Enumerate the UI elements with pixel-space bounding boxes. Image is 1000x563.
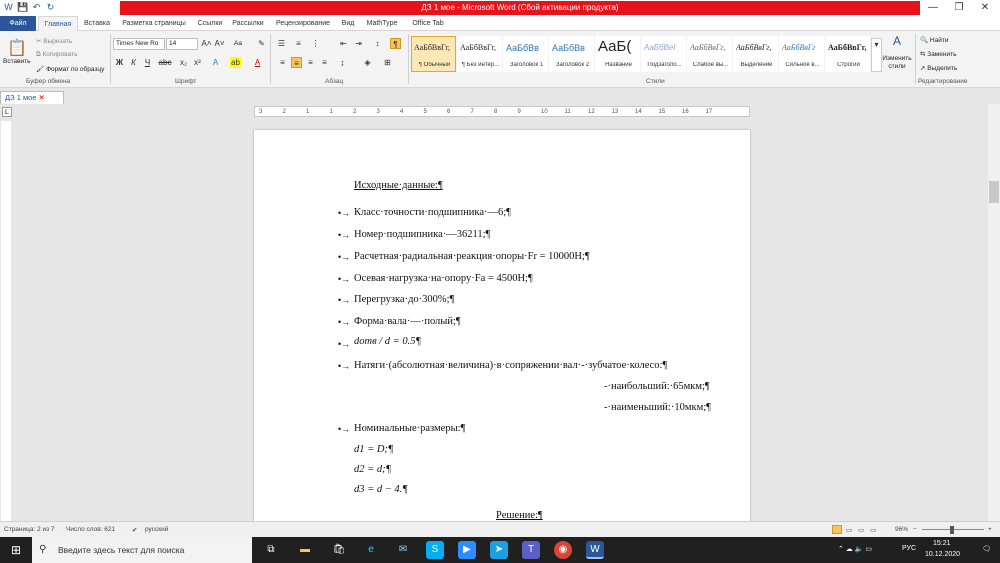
nominal-heading: Номинальные·размеры:¶	[354, 423, 466, 434]
telegram-icon[interactable]: ➤	[490, 541, 508, 559]
select-button[interactable]	[920, 64, 957, 72]
ruler-tick: 3	[259, 109, 263, 115]
vertical-scrollbar[interactable]	[988, 104, 1000, 522]
copy-label: Копировать	[42, 51, 78, 58]
tab-mathtype[interactable]: MathType	[366, 20, 398, 27]
multilevel-list-icon[interactable]: ⋮	[311, 39, 320, 48]
cursor-icon: ➚	[920, 65, 928, 72]
document-tab[interactable]	[0, 91, 64, 104]
style-preview: АаБбВеI	[644, 43, 676, 52]
bullet-item: Класс·точности·подшипника·—6;¶	[354, 207, 511, 218]
format-painter-label: Формат по образцу	[46, 66, 105, 73]
clear-format-icon[interactable]: ✎	[258, 39, 265, 48]
word-taskbar-icon[interactable]: W	[586, 541, 604, 559]
equation: d1 = D;¶	[354, 444, 394, 455]
replace-button[interactable]	[920, 50, 956, 58]
copy-icon: ⧉	[36, 51, 43, 58]
replace-label: Заменить	[927, 51, 957, 58]
style-name: Заголовок 2	[555, 62, 590, 68]
style-preview: АаБбВвГг,	[460, 43, 497, 52]
word-logo-icon: W	[4, 2, 13, 12]
status-bar	[0, 521, 1000, 537]
change-styles-button[interactable]: Изменить стили	[882, 55, 912, 70]
style-subtitle[interactable]	[641, 36, 686, 72]
style-name: Подзаголо...	[647, 62, 682, 68]
heading-initial-data: Исходные·данные:¶	[354, 180, 443, 191]
style-normal[interactable]	[411, 36, 456, 72]
solution-heading: Решение:¶	[496, 510, 543, 521]
style-no-spacing[interactable]	[457, 36, 502, 72]
tray-icons[interactable]: ⌃ ☁ 🔈 ▭	[838, 546, 873, 553]
cut-label: Вырезать	[43, 38, 73, 45]
bullet-icon: •→	[338, 317, 351, 327]
bullet-item: Осевая·нагрузка·на·опору·Fa = 4500Н;¶	[354, 273, 533, 284]
zoom-in-icon[interactable]: +	[988, 526, 992, 533]
bullet-icon: •→	[338, 339, 351, 349]
outline-icon[interactable]: ▭	[870, 527, 877, 534]
edge-icon[interactable]: e	[368, 544, 374, 555]
tab-office-tab[interactable]: Office Tab	[412, 20, 444, 27]
zoom-level[interactable]: 96%	[895, 526, 909, 533]
equation: d2 = d;¶	[354, 464, 392, 475]
ruler-tick: 8	[494, 109, 498, 115]
style-subtle-emphasis[interactable]	[687, 36, 732, 72]
show-marks-icon[interactable]: ¶	[390, 38, 401, 49]
skype-icon[interactable]: S	[426, 541, 444, 559]
style-heading-2[interactable]	[549, 36, 594, 72]
change-styles-icon[interactable]: A	[892, 34, 901, 48]
style-preview: АаБбВвГг,	[414, 43, 451, 52]
reading-mode-icon[interactable]: ▭	[846, 527, 853, 534]
zoom-slider-thumb[interactable]	[950, 526, 954, 534]
align-center-icon[interactable]: ≡	[291, 57, 302, 68]
italic-button[interactable]: К	[131, 58, 136, 67]
document-tab-label: ДЗ 1 мое	[5, 93, 37, 102]
cut-button[interactable]	[36, 37, 72, 45]
ruler-tick: 10	[541, 109, 548, 115]
style-name: Выделение	[740, 62, 773, 68]
style-name: Слабое вы...	[692, 62, 729, 68]
tab-insert[interactable]: Вставка	[83, 20, 111, 27]
style-preview: АаБ(	[598, 38, 632, 55]
decrease-indent-icon[interactable]: ⇤	[340, 39, 347, 48]
horizontal-ruler[interactable]	[254, 106, 750, 117]
bullet-icon: •→	[338, 424, 351, 434]
replace-icon: ⇆	[920, 51, 928, 58]
align-right-icon[interactable]: ≡	[308, 58, 313, 67]
style-preview: АаБбВвГг,	[828, 43, 867, 52]
subscript-icon[interactable]: x₂	[179, 58, 188, 67]
clock-time[interactable]: 15:21	[933, 540, 951, 547]
bullet-item: Перегрузка·до·300%;¶	[354, 294, 455, 305]
paste-button[interactable]: Вставить	[3, 58, 31, 65]
ruler-tick: 2	[282, 109, 286, 115]
ruler-tick: 2	[353, 109, 357, 115]
clock-date[interactable]: 10.12.2020	[925, 551, 961, 558]
ribbon-tabs	[0, 16, 1000, 31]
minimize-icon[interactable]: —	[928, 2, 938, 13]
copy-button[interactable]	[36, 51, 77, 59]
style-name: Название	[605, 62, 632, 68]
language[interactable]: русский	[145, 526, 169, 533]
ruler-tick: 5	[423, 109, 427, 115]
input-language[interactable]: РУС	[902, 545, 917, 552]
tab-view[interactable]: Вид	[341, 20, 355, 27]
tension-min: -·наименьший:·10мкм;¶	[604, 402, 711, 413]
equation: d3 = d − 4.¶	[354, 484, 408, 495]
style-preview: АаБбВвГг,	[736, 43, 772, 52]
group-label-paragraph: Абзац	[325, 78, 344, 85]
line-spacing-icon[interactable]: ↨	[340, 58, 345, 67]
document-page[interactable]	[254, 130, 750, 525]
mail-icon[interactable]: ✉	[398, 544, 408, 555]
ruler-tick: 11	[564, 109, 571, 115]
print-layout-icon[interactable]	[832, 525, 842, 534]
close-icon[interactable]: ✕	[38, 93, 45, 102]
superscript-icon[interactable]: x²	[194, 58, 201, 67]
group-label-editing: Редактирование	[918, 78, 968, 85]
format-painter-button[interactable]	[36, 65, 104, 73]
zoom-app-icon[interactable]: ▶	[458, 541, 476, 559]
numbering-icon[interactable]: ≡	[296, 39, 301, 48]
ruler-tick: 1	[306, 109, 310, 115]
bullet-item: Номер·подшипника·—36211;¶	[354, 229, 491, 240]
style-name: ¶ Обычный	[418, 62, 451, 68]
ruler-tick: 13	[611, 109, 619, 115]
bullet-icon: •→	[338, 252, 351, 262]
ruler-tick: 16	[682, 109, 689, 115]
style-emphasis[interactable]	[733, 36, 778, 72]
brush-icon: 🖌	[36, 66, 47, 73]
bullet-icon: •→	[338, 361, 351, 371]
bullet-item-fraction: dотв / d = 0.5¶	[354, 336, 422, 347]
font-name-select[interactable]: Times New Ro	[113, 38, 165, 50]
tab-file[interactable]: Файл	[0, 16, 36, 31]
highlight-icon[interactable]: ab	[231, 58, 240, 67]
style-preview: АаБбВвГг,	[690, 43, 726, 52]
style-name: ¶ Без интер...	[461, 62, 500, 68]
bullet-icon: •→	[338, 208, 351, 218]
undo-icon[interactable]: ↶	[32, 2, 41, 12]
style-name: Сильное в...	[785, 62, 820, 68]
word-count[interactable]: Число слов: 621	[66, 526, 116, 533]
ruler-tick: 12	[588, 109, 595, 115]
task-view-icon[interactable]: ⧉	[267, 544, 275, 555]
scissors-icon: ✂	[36, 38, 44, 45]
bullet-icon: •→	[338, 295, 351, 305]
search-placeholder: Введите здесь текст для поиска	[58, 545, 185, 555]
zoom-out-icon[interactable]: −	[913, 526, 917, 533]
separator	[110, 34, 111, 84]
underline-button[interactable]: Ч	[144, 58, 151, 67]
ruler-tick: 6	[447, 109, 451, 115]
separator	[270, 34, 271, 84]
ruler-tick: 15	[658, 109, 666, 115]
bullet-item: Расчетная·радиальная·реакция·опоры·Fr = 10000Н;¶	[354, 251, 590, 262]
style-intense-emphasis[interactable]	[779, 36, 824, 72]
align-left-icon[interactable]: ≡	[280, 58, 285, 67]
scroll-thumb[interactable]	[989, 181, 999, 203]
ruler-tick: 3	[376, 109, 380, 115]
close-icon[interactable]: ✕	[980, 2, 990, 13]
tab-selector-icon[interactable]: L	[2, 107, 12, 117]
proofing-icon[interactable]: ✔	[132, 527, 138, 534]
bullet-item: Натяги·(абсолютная·величина)·в·сопряжении·вал·-·зубчатое·колесо:¶	[354, 360, 668, 371]
bullet-icon: •→	[338, 230, 351, 240]
group-label-font: Шрифт	[175, 78, 197, 85]
increase-indent-icon[interactable]: ⇥	[355, 39, 362, 48]
style-preview: АаБбВв	[552, 43, 585, 53]
document-tabs-bar	[0, 89, 1000, 104]
file-explorer-icon[interactable]: ▬	[300, 544, 310, 555]
find-button[interactable]	[920, 36, 948, 44]
vertical-ruler	[1, 121, 11, 521]
windows-start-icon[interactable]: ⊞	[10, 543, 22, 557]
binoculars-icon: 🔍	[920, 37, 930, 44]
ruler-tick: 1	[329, 109, 333, 115]
borders-icon[interactable]: ⊞	[384, 58, 391, 67]
tab-references[interactable]: Ссылки	[197, 20, 223, 27]
ruler-tick: 14	[635, 109, 642, 115]
style-heading-1[interactable]	[503, 36, 548, 72]
bold-button[interactable]: Ж	[115, 58, 124, 67]
style-strong[interactable]	[825, 36, 870, 72]
bullet-icon: •→	[338, 274, 351, 284]
grow-font-icon[interactable]: A˄	[201, 39, 212, 48]
sort-icon[interactable]: ↕	[375, 39, 380, 48]
save-icon[interactable]: 💾	[17, 2, 29, 12]
bullets-icon[interactable]: ☰	[277, 39, 286, 48]
group-label-styles: Стили	[646, 78, 665, 85]
group-label-clipboard: Буфер обмена	[26, 78, 71, 85]
paste-icon[interactable]: 📋	[7, 40, 27, 57]
style-preview: АаБбВв	[506, 43, 539, 53]
style-title[interactable]	[595, 36, 640, 72]
page-counter[interactable]: Страница: 2 из 7	[4, 526, 55, 533]
strikethrough-button[interactable]: abc	[158, 58, 172, 67]
style-name: Заголовок 1	[509, 62, 544, 68]
ruler-tick: 7	[470, 109, 474, 115]
shading-icon[interactable]: ◈	[364, 58, 371, 67]
font-color-icon[interactable]: A	[254, 58, 261, 67]
notifications-icon[interactable]: 🗨	[982, 546, 991, 553]
store-icon[interactable]: 🛍	[332, 544, 346, 555]
select-label: Выделить	[927, 65, 958, 72]
search-icon: ⚲	[39, 544, 47, 555]
style-preview: АаБбВвГг	[782, 43, 816, 52]
taskbar-search[interactable]	[32, 537, 252, 563]
ruler-tick: 17	[705, 109, 713, 115]
text-effects-icon[interactable]: A	[212, 58, 219, 67]
restore-icon[interactable]: ❐	[954, 2, 964, 13]
tab-page-layout[interactable]: Разметка страницы	[122, 20, 186, 27]
tab-home[interactable]: Главная	[38, 16, 78, 31]
ruler-tick: 9	[517, 109, 521, 115]
window-title: ДЗ 1 мое - Microsoft Word (Сбой активации продукта)	[120, 1, 920, 15]
chrome-icon[interactable]: ◉	[554, 541, 572, 559]
bullet-item: Форма·вала·—·полый;¶	[354, 316, 461, 327]
justify-icon[interactable]: ≡	[322, 58, 327, 67]
find-label: Найти	[929, 37, 949, 44]
style-name: Строгий	[837, 62, 860, 68]
tab-mailings[interactable]: Рассылки	[232, 20, 264, 27]
font-size-select[interactable]: 14	[166, 38, 198, 50]
shrink-font-icon[interactable]: A˅	[214, 39, 225, 48]
separator	[408, 34, 409, 84]
web-layout-icon[interactable]: ▭	[858, 527, 865, 534]
ruler-tick: 4	[400, 109, 404, 115]
redo-icon[interactable]: ↻	[46, 2, 55, 12]
tab-review[interactable]: Рецензирование	[275, 20, 331, 27]
styles-scroll-icon[interactable]: ▾	[871, 38, 882, 72]
change-case-button[interactable]: Aa	[234, 40, 242, 47]
separator	[915, 34, 916, 84]
tension-max: -·наибольший:·65мкм;¶	[604, 381, 710, 392]
teams-icon[interactable]: T	[522, 541, 540, 559]
